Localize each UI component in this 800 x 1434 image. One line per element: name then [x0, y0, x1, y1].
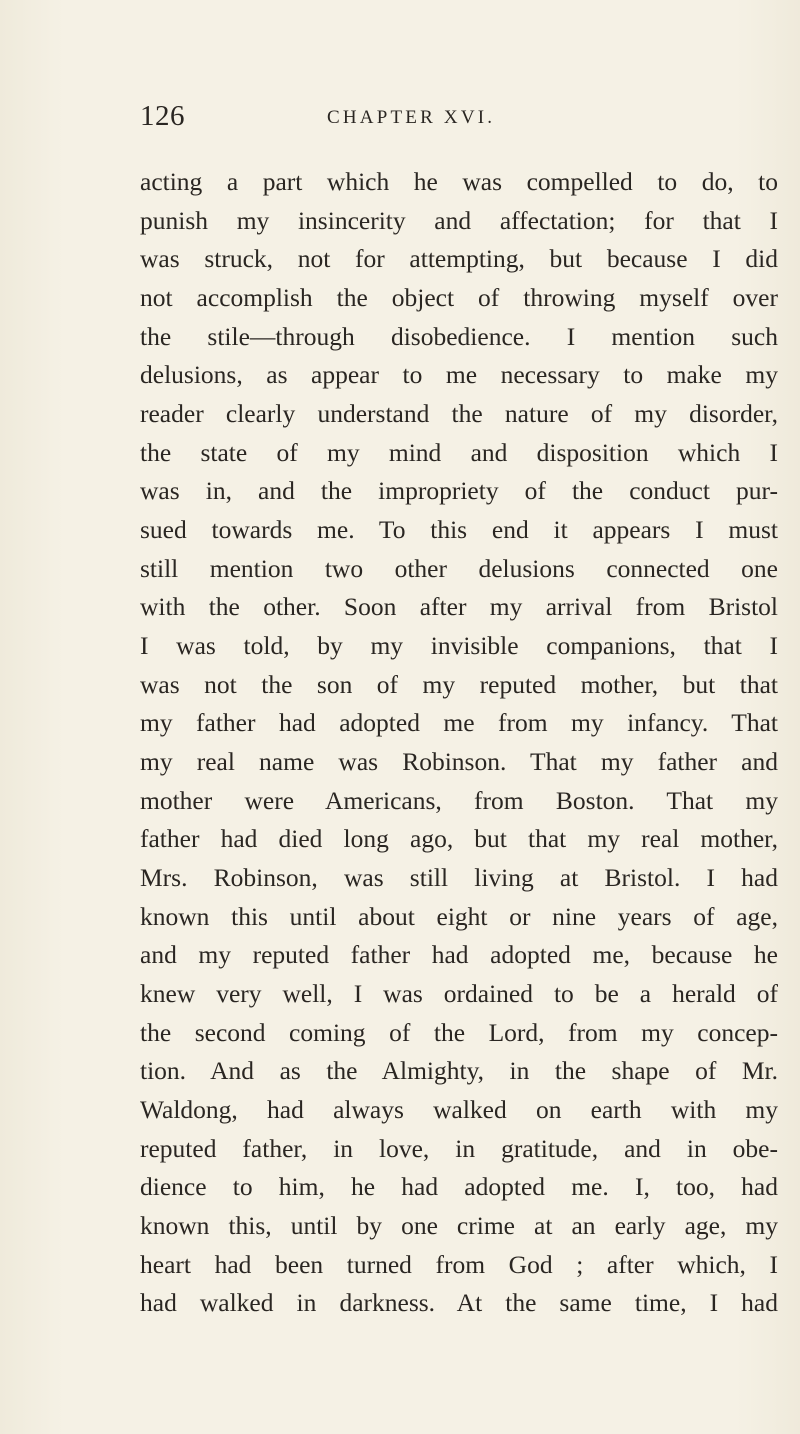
text-line: still mention two other delusions connected one	[140, 553, 778, 583]
text-line: sued towards me. To this end it appears I must	[140, 515, 778, 545]
text-line: with the other. Soon after my arrival from Bristol	[140, 592, 778, 622]
text-line: the stile—through disobedience. I mention such	[140, 321, 778, 351]
page-number: 126	[140, 100, 185, 132]
text-line: my real name was Robinson. That my father and	[140, 747, 778, 777]
text-line: my father had adopted me from my infancy. That	[140, 708, 778, 738]
text-line: I was told, by my invisible companions, that I	[140, 631, 778, 661]
running-head: CHAPTER XVI.	[327, 107, 496, 128]
text-line: acting a part which he was compelled to do, to	[140, 167, 778, 196]
text-line: mother were Americans, from Boston. That my	[140, 785, 778, 815]
text-line: known this, until by one crime at an early age, my	[140, 1211, 778, 1241]
text-line: and my reputed father had adopted me, because he	[140, 940, 778, 970]
text-line: tion. And as the Almighty, in the shape of Mr.	[140, 1056, 778, 1086]
body-text	[140, 163, 778, 1323]
text-line: dience to him, he had adopted me. I, too, had	[140, 1172, 778, 1202]
text-line: was struck, not for attempting, but because I did	[140, 244, 778, 274]
text-line: punish my insincerity and affectation; for that I	[140, 205, 778, 235]
text-line: the state of my mind and disposition which I	[140, 437, 778, 467]
text-line: Mrs. Robinson, was still living at Bristol. I had	[140, 863, 778, 893]
text-line: was in, and the impropriety of the conduct pur-	[140, 476, 778, 506]
text-line: Waldong, had always walked on earth with my	[140, 1095, 778, 1125]
page-header	[0, 100, 800, 140]
text-line: the second coming of the Lord, from my concep-	[140, 1017, 778, 1047]
text-line: had walked in darkness. At the same time, I had	[140, 1288, 778, 1318]
text-line: reputed father, in love, in gratitude, and in obe-	[140, 1133, 778, 1163]
text-line: delusions, as appear to me necessary to make my	[140, 360, 778, 390]
text-line: known this until about eight or nine years of age,	[140, 901, 778, 931]
text-line: heart had been turned from God ; after which, I	[140, 1249, 778, 1279]
text-line: father had died long ago, but that my real mother,	[140, 824, 778, 854]
text-line: knew very well, I was ordained to be a herald of	[140, 979, 778, 1009]
text-line: was not the son of my reputed mother, but that	[140, 669, 778, 699]
text-line: reader clearly understand the nature of my disorder,	[140, 399, 778, 429]
text-line: not accomplish the object of throwing myself over	[140, 283, 778, 313]
